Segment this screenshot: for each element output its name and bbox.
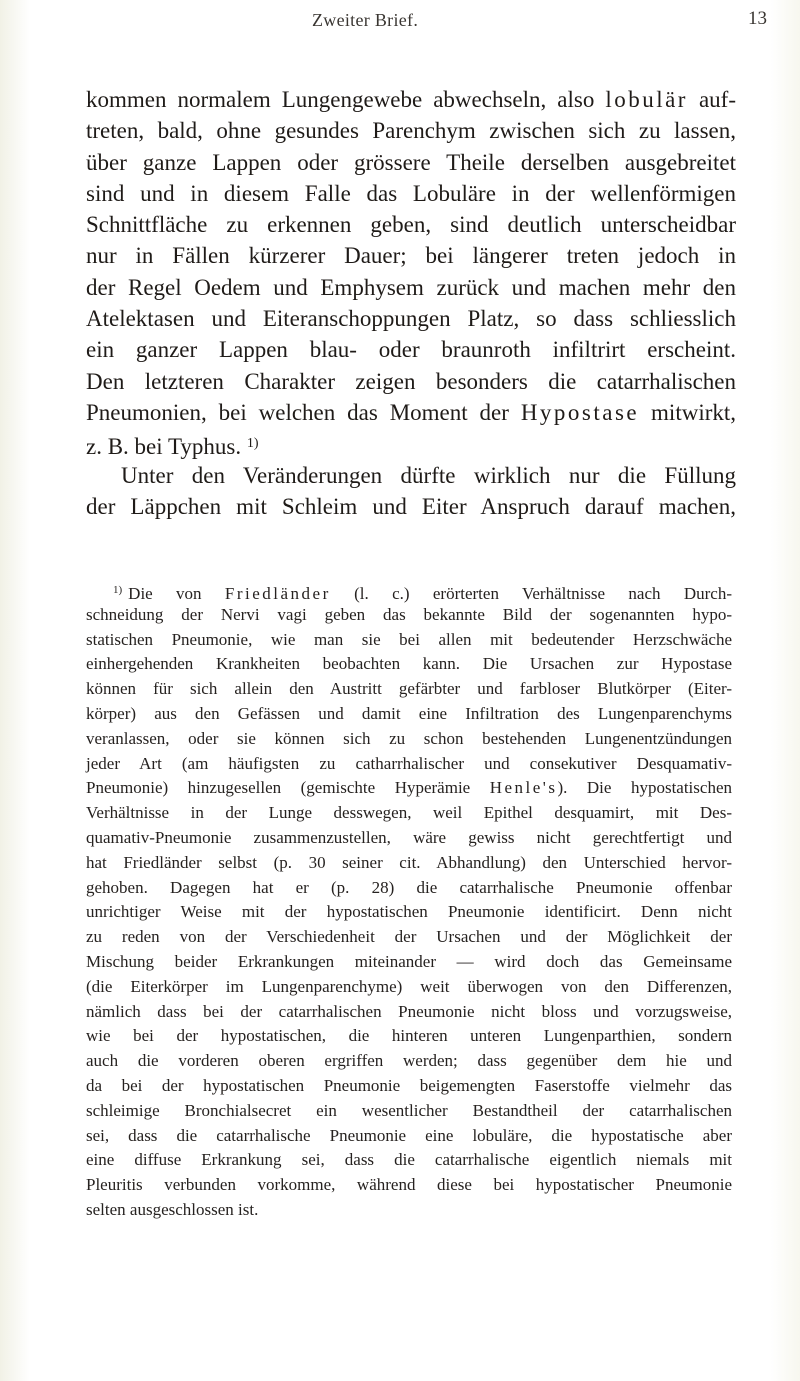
main-text — [86, 84, 736, 522]
text-line: z. B. bei Typhus. $^{1)}$ — [86, 434, 259, 460]
footnote-line: (die Eiterkörper im Lungenparenchyme) weit überwogen von den Differenzen, — [86, 976, 732, 996]
text-line: treten, bald, ohne gesundes Parenchym zwischen sich zu lassen, — [86, 118, 736, 144]
text-line: Schnittfläche zu erkennen geben, sind deutlich unterscheidbar — [86, 212, 736, 238]
text-line: ein ganzer Lappen blau- oder braunroth infiltrirt erscheint. — [86, 337, 736, 363]
text-line: Den letzteren Charakter zeigen besonders die catarrhalischen — [86, 368, 736, 394]
emphasis-henle: Henle's — [489, 778, 558, 798]
footnote-line: statischen Pneumonie, wie man sie bei allen mit bedeutender Herzschwäche — [86, 629, 732, 649]
footnote-line: selten ausgeschlossen ist. — [86, 1199, 259, 1219]
footnote-line: unrichtiger Weise mit der hypostatischen Pneumonie identificirt. Denn nicht — [86, 902, 732, 922]
footnote-line: veranlassen, oder sie können sich zu schon bestehenden Lungenentzündungen — [86, 728, 732, 748]
footnote-line: gehoben. Dagegen hat er (p. 28) die catarrhalische Pneumonie offenbar — [86, 877, 732, 897]
text-line: der Regel Oedem und Emphysem zurück und machen mehr den — [86, 274, 736, 300]
footnote-line: Pneumonie) hinzugesellen (gemischte Hyperämie Henle's). Die hypostatischen — [86, 778, 732, 798]
footnote-line: zu reden von der Verschiedenheit der Ursachen und der Möglichkeit der — [86, 927, 732, 947]
footnote — [86, 578, 732, 1223]
footnote-line: schneidung der Nervi vagi geben das bekannte Bild der sogenannten hypo- — [86, 604, 732, 624]
footnote-line: eine diffuse Erkrankung sei, dass die catarrhalische eigentlich niemals mit — [86, 1150, 732, 1170]
footnote-reference: 1) — [246, 436, 259, 452]
text-line: kommen normalem Lungengewebe abwechseln, also lobulär auf- — [86, 87, 736, 112]
page-number: 13 — [748, 8, 767, 29]
footnote-marker: 1) — [113, 584, 123, 596]
footnote-line: auch die vorderen oberen ergriffen werden; dass gegenüber dem hie und — [86, 1051, 732, 1071]
footnote-line: quamativ-Pneumonie zusammenzustellen, wäre gewiss nicht gerechtfertigt und — [86, 827, 732, 847]
footnote-line: wie bei der hypostatischen, die hinteren unteren Lungenparthien, sondern — [86, 1026, 732, 1046]
footnote-line: Pleuritis verbunden vorkomme, während diese bei hypostatischer Pneumonie — [86, 1175, 732, 1195]
footnote-line: da bei der hypostatischen Pneumonie beigemengten Faserstoffe vielmehr das — [86, 1075, 732, 1095]
page-header — [0, 2, 800, 30]
text-line: über ganze Lappen oder grössere Theile derselben ausgebreitet — [86, 149, 736, 175]
footnote-line: schleimige Bronchialsecret ein wesentlicher Bestandtheil der catarrhalischen — [86, 1100, 732, 1120]
footnote-line: $^{1)}$ Die von Friedländer (l. c.) erörterten Verhältnisse nach Durch- — [113, 584, 732, 603]
footnote-line: Verhältnisse in der Lunge desswegen, weil Epithel desquamirt, mit Des- — [86, 803, 732, 823]
running-title: Zweiter Brief. — [312, 10, 419, 30]
emphasis-hypostase: Hypostase — [520, 399, 640, 425]
footnote-line: jeder Art (am häufigsten zu catharrhalischer und consekutiver Desquamativ- — [86, 753, 732, 773]
emphasis-lobulaer: lobulär — [605, 87, 688, 112]
footnote-line: hat Friedländer selbst (p. 30 seiner cit. Abhandlung) den Unterschied hervor- — [86, 852, 732, 872]
footnote-line: nämlich dass bei der catarrhalischen Pneumonie nicht bloss und vorzugsweise, — [86, 1001, 732, 1021]
text-line: sind und in diesem Falle das Lobuläre in der wellenförmigen — [86, 180, 736, 206]
footnote-line: einhergehenden Krankheiten beobachten kann. Die Ursachen zur Hypostase — [86, 654, 732, 674]
footnote-line: sei, dass die catarrhalische Pneumonie eine lobuläre, die hypostatische aber — [86, 1125, 732, 1145]
text-line: Atelektasen und Eiteranschoppungen Platz, so dass schliesslich — [86, 306, 736, 332]
footnote-line: Mischung beider Erkrankungen miteinander — wird doch das Gemeinsame — [86, 951, 732, 971]
emphasis-friedlaender: Friedländer — [224, 584, 331, 603]
footnote-line: körper) aus den Gefässen und damit eine Infiltration des Lungenparenchyms — [86, 703, 732, 723]
text-line: Pneumonien, bei welchen das Moment der Hypostase mitwirkt, — [86, 399, 737, 425]
text-line: nur in Fällen kürzerer Dauer; bei längerer treten jedoch in — [86, 243, 736, 269]
footnote-line: können für sich allein den Austritt gefärbter und farbloser Blutkörper (Eiter- — [86, 679, 732, 699]
paragraph-start: Unter den Veränderungen dürfte wirklich nur die Füllung — [121, 462, 736, 488]
text-line: der Läppchen mit Schleim und Eiter Anspruch darauf machen, — [86, 493, 736, 519]
